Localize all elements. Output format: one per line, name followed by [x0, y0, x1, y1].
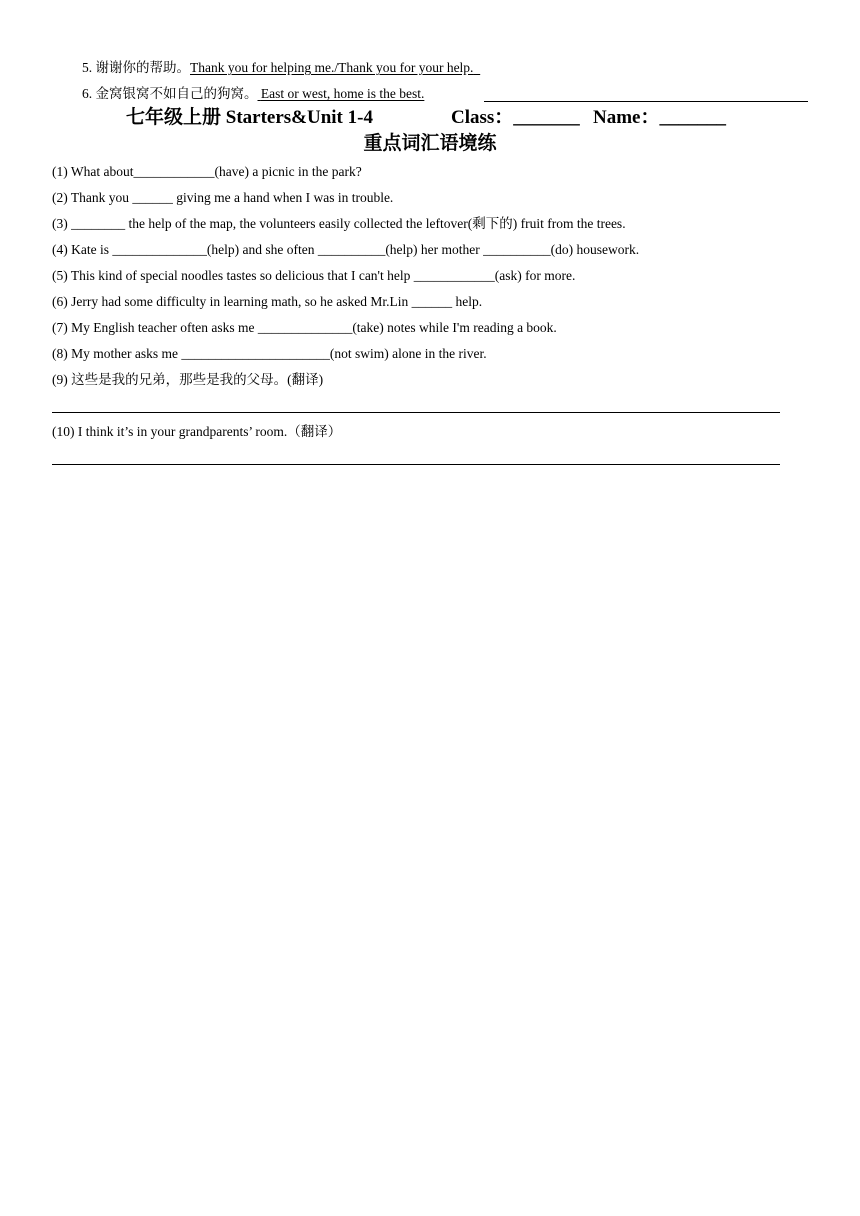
answer-number: 6. [82, 86, 93, 101]
answer-english: East or west, home is the best. [260, 86, 425, 101]
answer-number: 5. [82, 60, 93, 75]
question-8: (8) My mother asks me ______________________(not swim) alone in the river. [52, 346, 487, 361]
class-field: Class：_______ [451, 107, 580, 128]
question-4: (4) Kate is ______________(help) and she often __________(help) her mother __________(do) housework. [52, 242, 640, 257]
question-6: (6) Jerry had some difficulty in learning math, so he asked Mr.Lin ______ help. [52, 294, 483, 309]
name-field: Name：_______ [593, 107, 726, 128]
answer-english: Thank you for helping me./Thank you for your help. [190, 60, 474, 75]
question-7: (7) My English teacher often asks me ______________(take) notes while I'm reading a book. [52, 320, 557, 335]
answer-chinese: 谢谢你的帮助。 [95, 60, 190, 75]
question-9: (9) 这些是我的兄弟，那些是我的父母。(翻译) [52, 372, 324, 387]
answer-underline-extension [484, 101, 808, 102]
worksheet-title: 七年级上册 Starters&Unit 1-4 [126, 107, 373, 128]
question-5: (5) This kind of special noodles tastes so delicious that I can't help ____________(ask) for more. [52, 268, 576, 283]
answer-blank-tail [473, 60, 480, 75]
question-1: (1) What about____________(have) a picnic in the park? [52, 164, 362, 179]
answer-line-question-10 [52, 464, 780, 465]
question-3: (3) ________ the help of the map, the volunteers easily collected the leftover(剩下的) fruit from the trees. [52, 216, 626, 231]
question-10: (10) I think it’s in your grandparents’ room.（翻译） [52, 424, 342, 439]
answer-line-5 [82, 60, 480, 76]
answer-line-6 [82, 86, 424, 102]
answer-chinese: 金窝银窝不如自己的狗窝。 [95, 86, 258, 101]
question-2: (2) Thank you ______ giving me a hand when I was in trouble. [52, 190, 394, 205]
answer-line-question-9 [52, 412, 780, 413]
worksheet-subtitle: 重点词汇语境练 [363, 133, 497, 154]
